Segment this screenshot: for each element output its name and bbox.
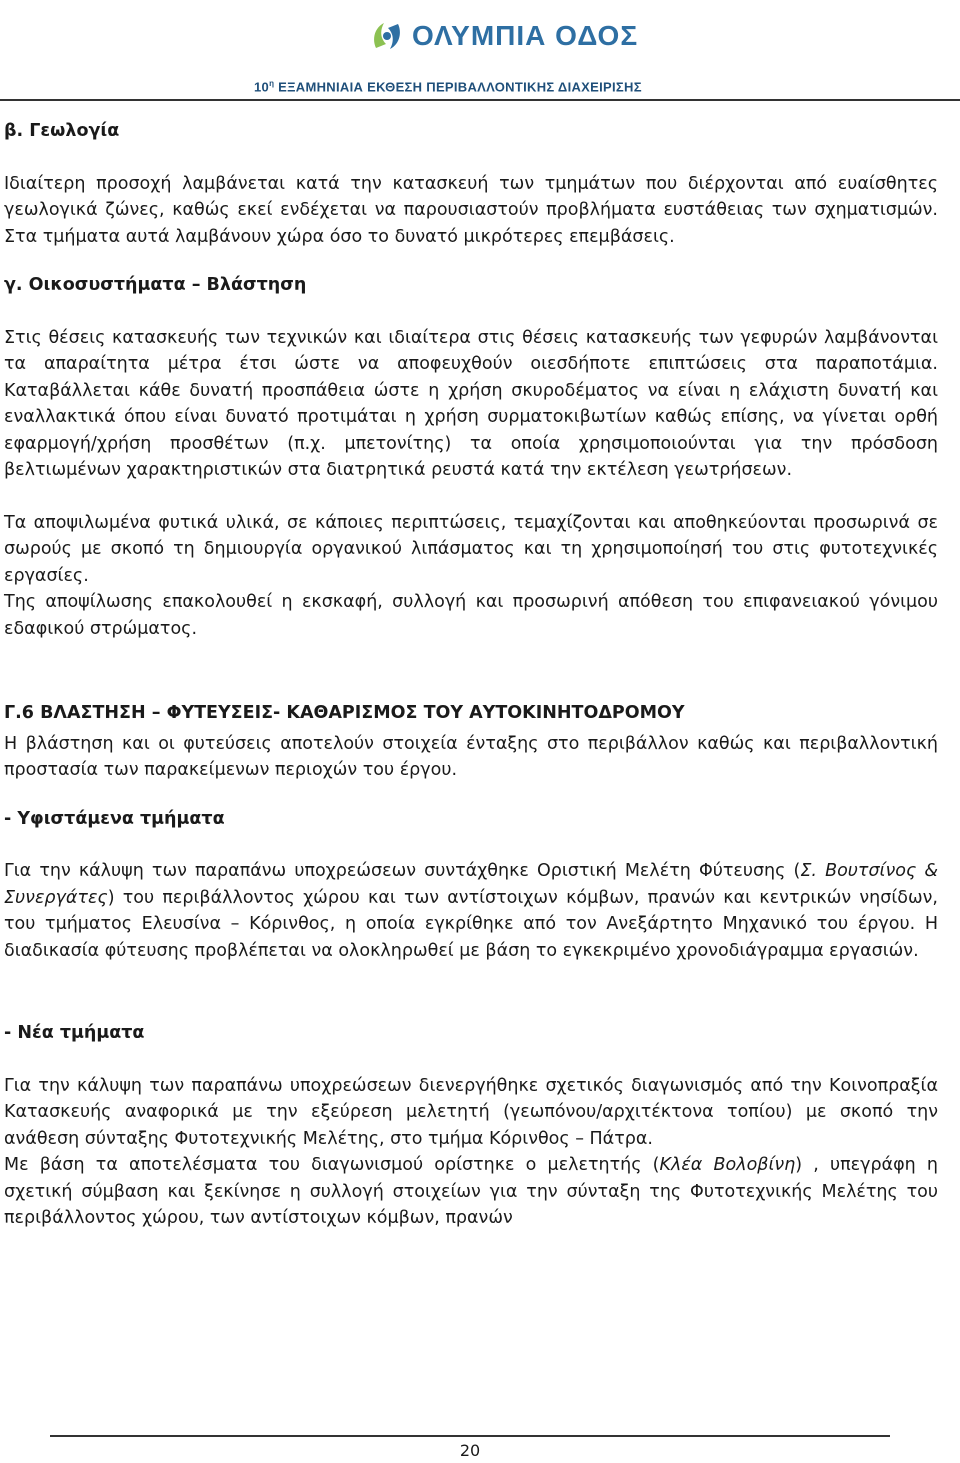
paragraph-ecosystems-2: Τα αποψιλωμένα φυτικά υλικά, σε κάποιες περιπτώσεις, τεμαχίζονται και αποθηκεύονται προσωρινά σε σωρούς με σκοπό τη δημιουργία οργανικού λιπάσματος και τη χρησιμοποίησή του στις φυτοτεχνικές εργασίες. xyxy=(4,512,938,586)
page-number: 20 xyxy=(459,1441,481,1460)
new-text-b: ) , υπεγράφη η σχετική σύμβαση και ξεκίνησε η συλλογή στοιχείων για την σύνταξη της Φυτοτεχνικής Μελέτης του περιβάλλοντος χώρου, των αντίστοιχων κόμβων, πρανών xyxy=(4,1155,938,1228)
paragraph-ecosystems-3: Της αποψίλωσης επακολουθεί η εκσκαφή, συλλογή και προσωρινή απόθεση του επιφανειακού γόνιμου εδαφικού στρώματος. xyxy=(4,592,938,639)
subtitle-ordinal: η xyxy=(269,79,275,88)
existing-text-b: ) του περιβάλλοντος χώρου και των αντίστοιχων κόμβων, πρανών και κεντρικών νησίδων, του τμήματος Ελευσίνα – Κόρινθος, η οποία εγκρίθηκε από τον Ανεξάρτητο Μηχανικό του έργου. Η διαδικασία φύτευσης προβλέπεται να ολοκληρωθεί με βάση το εγκεκριμένο χρονοδιάγραμμα εργασιών. xyxy=(4,887,938,961)
paragraph-geology: Ιδιαίτερη προσοχή λαμβάνεται κατά την κατασκευή των τμημάτων που διέρχονται από ευαίσθητες γεωλογικά ζώνες, καθώς εκεί ενδέχεται να παρουσιαστούν προβλήματα ευστάθειας των σχηματισμών. Στα τμήματα αυτά λαμβάνουν χώρα όσο το δυνατό μικρότερες επεμβάσεις. xyxy=(4,173,938,247)
document-body xyxy=(4,118,938,1232)
report-subtitle xyxy=(254,79,642,94)
subtitle-text: ΕΞΑΜΗΝΙΑΙΑ ΕΚΘΕΣΗ ΠΕΡΙΒΑΛΛΟΝΤΙΚΗΣ ΔΙΑΧΕΙΡΙΣΗΣ xyxy=(274,79,642,95)
footer-divider xyxy=(50,1435,890,1437)
logo-text: ΟΛΥΜΠΙΑ ΟΔΟΣ xyxy=(412,20,639,51)
new-text-a: Με βάση τα αποτελέσματα του διαγωνισμού ορίστηκε ο μελετητής ( xyxy=(4,1155,660,1175)
paragraph-existing xyxy=(4,858,938,964)
header-logo xyxy=(370,18,638,54)
paragraph-ecosystems-1: Στις θέσεις κατασκευής των τεχνικών και ιδιαίτερα στις θέσεις κατασκευής των γεφυρών λαμβάνονται τα απαραίτητα μέτρα έτσι ώστε να αποφευχθούν οιεσδήποτε επιπτώσεις στα παραποτάμια. Καταβάλλεται κάθε δυνατή προσπάθεια ώστε η χρήση σκυροδέματος να είναι η ελάχιστη δυνατή και εναλλακτικά όπου είναι δυνατό προτιμάται η χρήση συρματοκιβωτίων καθώς επίσης, να γίνεται ορθή εφαρμογή/χρήση προσθέτων (π.χ. μπετονίτης) τα οποία χρησιμοποιούνται για την πρόσδοση βελτιωμένων χαρακτηριστικών στα διατρητικά ρευστά κατά την εκτέλεση γεωτρήσεων. xyxy=(4,327,938,480)
header-divider xyxy=(0,99,960,101)
section-title-geology: β. Γεωλογία xyxy=(4,121,120,141)
existing-text-a: Για την κάλυψη των παραπάνω υποχρεώσεων συντάχθηκε Οριστική Μελέτη Φύτευσης ( xyxy=(4,861,801,881)
paragraph-new-2 xyxy=(4,1152,938,1232)
paragraph-new-1: Για την κάλυψη των παραπάνω υποχρεώσεων διενεργήθηκε σχετικός διαγωνισμός από την Κοινοπραξία Κατασκευής αναφορικά με την εξεύρεση μελετητή (γεωπόνου/αρχιτέκτονα τοπίου) με σκοπό την ανάθεση σύνταξης Φυτοτεχνικής Μελέτης, στο τμήμα Κόρινθος – Πάτρα. xyxy=(4,1075,938,1149)
paragraph-g6: Η βλάστηση και οι φυτεύσεις αποτελούν στοιχεία ένταξης στο περιβάλλον καθώς και περιβαλλοντική προστασία των παρακείμενων περιοχών του έργου. xyxy=(4,733,938,780)
olympia-odos-logo-icon xyxy=(370,18,404,54)
subsection-title-new: - Νέα τμήματα xyxy=(4,1023,145,1043)
new-text-italic: Κλέα Βολοβίνη xyxy=(659,1155,796,1175)
subtitle-number: 10 xyxy=(254,79,270,95)
section-title-g6: Γ.6 ΒΛΑΣΤΗΣΗ – ΦΥΤΕΥΣΕΙΣ- ΚΑΘΑΡΙΣΜΟΣ ΤΟΥ ΑΥΤΟΚΙΝΗΤΟΔΡΟΜΟΥ xyxy=(4,703,685,723)
section-title-ecosystems: γ. Οικοσυστήματα – Βλάστηση xyxy=(4,275,307,295)
subsection-title-existing: - Υφιστάμενα τμήματα xyxy=(4,808,225,829)
existing-text-italic: Σ. Βουτσίνος & Συνεργάτες xyxy=(4,861,938,908)
